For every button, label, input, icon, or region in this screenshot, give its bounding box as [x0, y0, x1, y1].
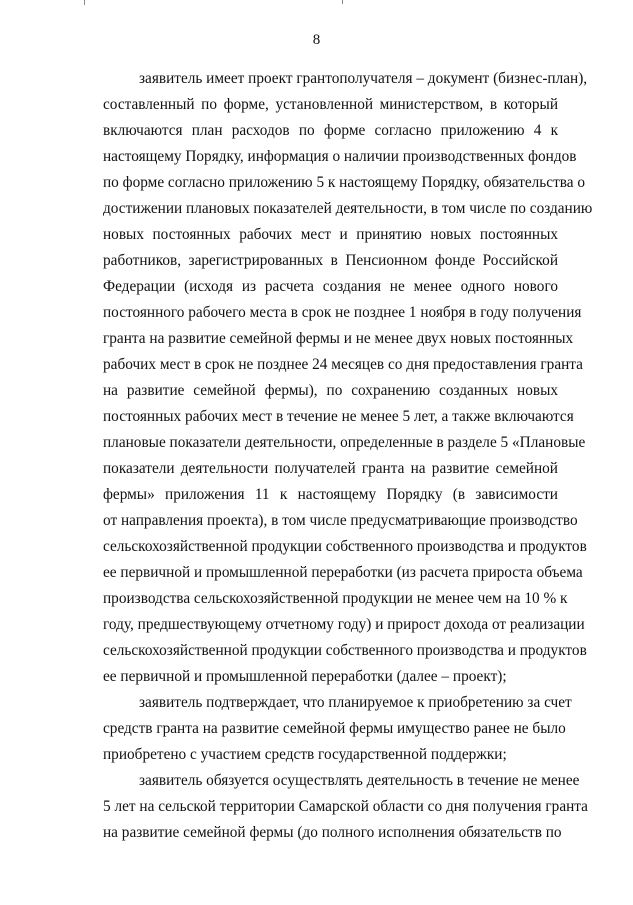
text-line: Федерации (исходя из расчета создания не менее одного нового [103, 278, 558, 295]
text-line: новых постоянных рабочих мест и принятию новых постоянных [103, 226, 558, 243]
text-line: работников, зарегистрированных в Пенсионном фонде Российской [103, 252, 558, 269]
text-line: производства сельскохозяйственной продукции не менее чем на 10 % к [103, 590, 568, 607]
text-line: настоящему Порядку, информация о наличии производственных фондов [103, 148, 577, 165]
text-line: году, предшествующему отчетному году) и прирост дохода от реализации [103, 616, 585, 633]
text-line: постоянного рабочего места в срок не позднее 1 ноября в году получения [103, 304, 582, 321]
text-line: гранта на развитие семейной фермы и не менее двух новых постоянных [103, 330, 574, 347]
text-line: заявитель подтверждает, что планируемое к приобретению за счет [139, 694, 572, 711]
page-number: 8 [312, 32, 321, 48]
text-line: 5 лет на сельской территории Самарской области со дня получения гранта [103, 798, 588, 815]
text-line: ее первичной и промышленной переработки (далее – проект); [103, 668, 507, 685]
scan-mark [342, 0, 343, 4]
text-line: фермы» приложения 11 к настоящему Порядку (в зависимости [103, 486, 558, 503]
text-line: на развитие семейной фермы), по сохранению созданных новых [103, 382, 558, 399]
scan-mark [84, 0, 85, 5]
text-line: показатели деятельности получателей гранта на развитие семейной [103, 460, 558, 477]
text-line: ее первичной и промышленной переработки (из расчета прироста объема [103, 564, 583, 581]
text-line: сельскохозяйственной продукции собственного производства и продуктов [103, 642, 587, 659]
text-line: плановые показатели деятельности, определенные в разделе 5 «Плановые [103, 434, 586, 451]
text-line: на развитие семейной фермы (до полного исполнения обязательств по [103, 824, 562, 841]
text-line: заявитель имеет проект грантополучателя – документ (бизнес-план), [139, 70, 588, 87]
text-line: постоянных рабочих мест в течение не менее 5 лет, а также включаются [103, 408, 574, 425]
text-line: достижении плановых показателей деятельности, в том числе по созданию [103, 200, 593, 217]
text-line: средств гранта на развитие семейной фермы имущество ранее не было [103, 720, 566, 737]
text-line: включаются план расходов по форме согласно приложению 4 к [103, 122, 558, 139]
text-line: по форме согласно приложению 5 к настоящему Порядку, обязательства о [103, 174, 586, 191]
text-line: от направления проекта), в том числе предусматривающие производство [103, 512, 578, 529]
text-line: рабочих мест в срок не позднее 24 месяцев со дня предоставления гранта [103, 356, 583, 373]
text-line: сельскохозяйственной продукции собственного производства и продуктов [103, 538, 587, 555]
text-line: заявитель обязуется осуществлять деятельность в течение не менее [139, 772, 580, 789]
document-body [103, 66, 593, 846]
text-line: составленный по форме, установленной министерством, в который [103, 96, 558, 113]
text-line: приобретено с участием средств государственной поддержки; [103, 746, 507, 763]
